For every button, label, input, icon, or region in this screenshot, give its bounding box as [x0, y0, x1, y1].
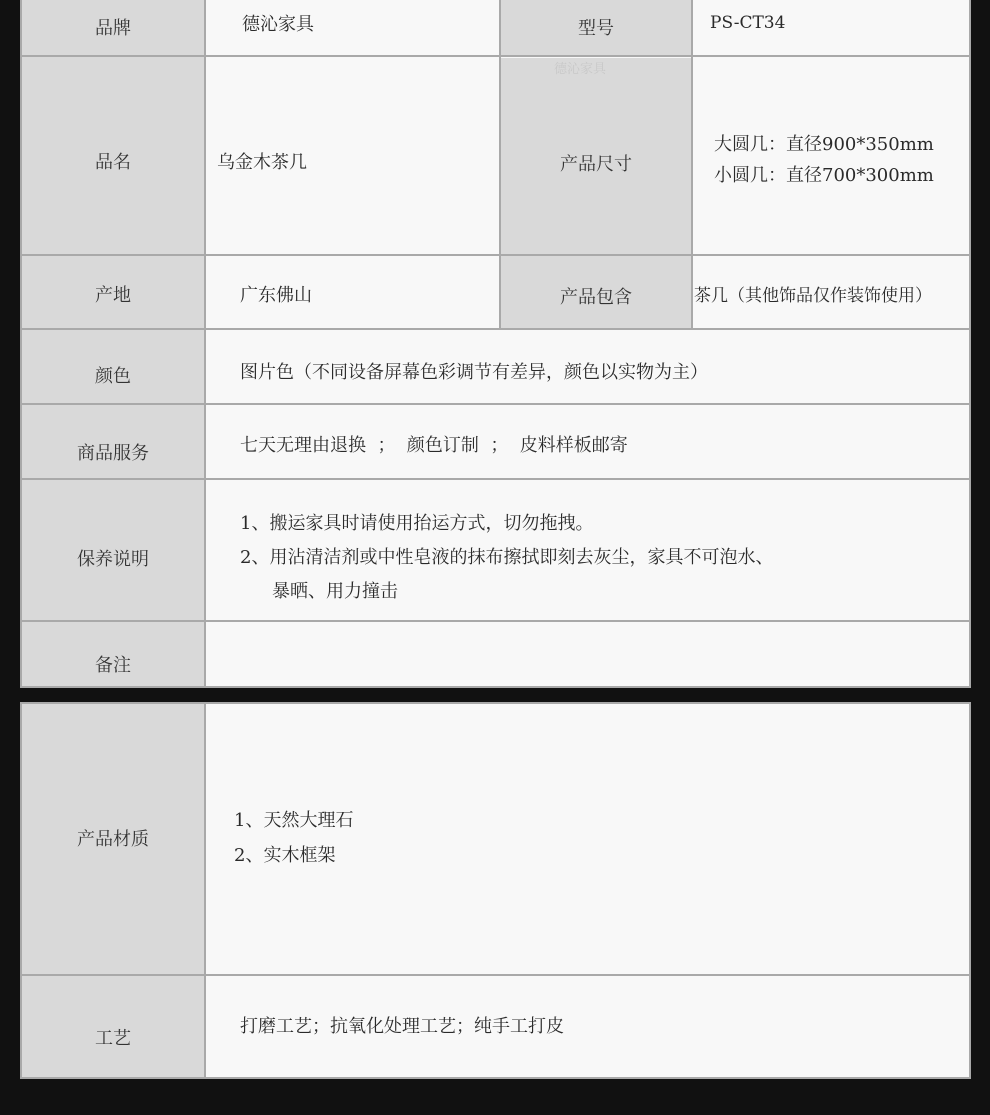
- material-table: [20, 702, 971, 1079]
- care-line-2: 2、用沾清洁剂或中性皂液的抹布擦拭即刻去灰尘，家具不可泡水、: [240, 547, 774, 568]
- watermark-text: 德沁家具: [554, 62, 607, 77]
- spec-table: [20, 0, 971, 688]
- origin-value: 广东佛山: [240, 285, 312, 306]
- color-value: 图片色（不同设备屏幕色彩调节有差异，颜色以实物为主）: [240, 362, 708, 383]
- notes-label: 备注: [95, 655, 131, 676]
- care-line-1: 1、搬运家具时请使用抬运方式，切勿拖拽。: [240, 513, 594, 534]
- size-label: 产品尺寸: [560, 154, 632, 175]
- craft-value: 打磨工艺；抗氧化处理工艺；纯手工打皮: [240, 1016, 564, 1037]
- brand-label: 品牌: [95, 18, 131, 39]
- includes-label: 产品包含: [560, 287, 632, 308]
- name-label: 品名: [95, 152, 131, 173]
- divider: [22, 254, 969, 256]
- size-line-2: 小圆几：直径700*300mm: [714, 165, 934, 186]
- model-value: PS-CT34: [710, 13, 786, 33]
- name-value: 乌金木茶几: [217, 152, 307, 173]
- divider: [22, 328, 969, 330]
- craft-label: 工艺: [95, 1028, 131, 1049]
- divider: [22, 478, 969, 480]
- care-line-3: 暴晒、用力撞击: [272, 581, 398, 602]
- includes-value: 茶几（其他饰品仅作装饰使用）: [694, 286, 932, 306]
- divider: [204, 704, 206, 1077]
- material-line-2: 2、实木框架: [234, 845, 336, 866]
- divider: [22, 403, 969, 405]
- color-label: 颜色: [95, 366, 131, 387]
- divider: [22, 55, 969, 57]
- material-line-1: 1、天然大理石: [234, 810, 354, 831]
- divider: [22, 974, 969, 976]
- origin-label: 产地: [95, 285, 131, 306]
- divider: [204, 0, 206, 686]
- divider: [22, 620, 969, 622]
- service-label: 商品服务: [77, 443, 149, 464]
- size-line-1: 大圆几：直径900*350mm: [714, 134, 934, 155]
- brand-value: 德沁家具: [242, 14, 314, 35]
- model-label: 型号: [578, 18, 614, 39]
- label-column: [22, 0, 204, 686]
- material-label: 产品材质: [77, 829, 149, 850]
- service-value: 七天无理由退换 ； 颜色订制 ； 皮料样板邮寄: [240, 435, 628, 456]
- label-column: [22, 704, 204, 1077]
- care-label: 保养说明: [77, 549, 149, 570]
